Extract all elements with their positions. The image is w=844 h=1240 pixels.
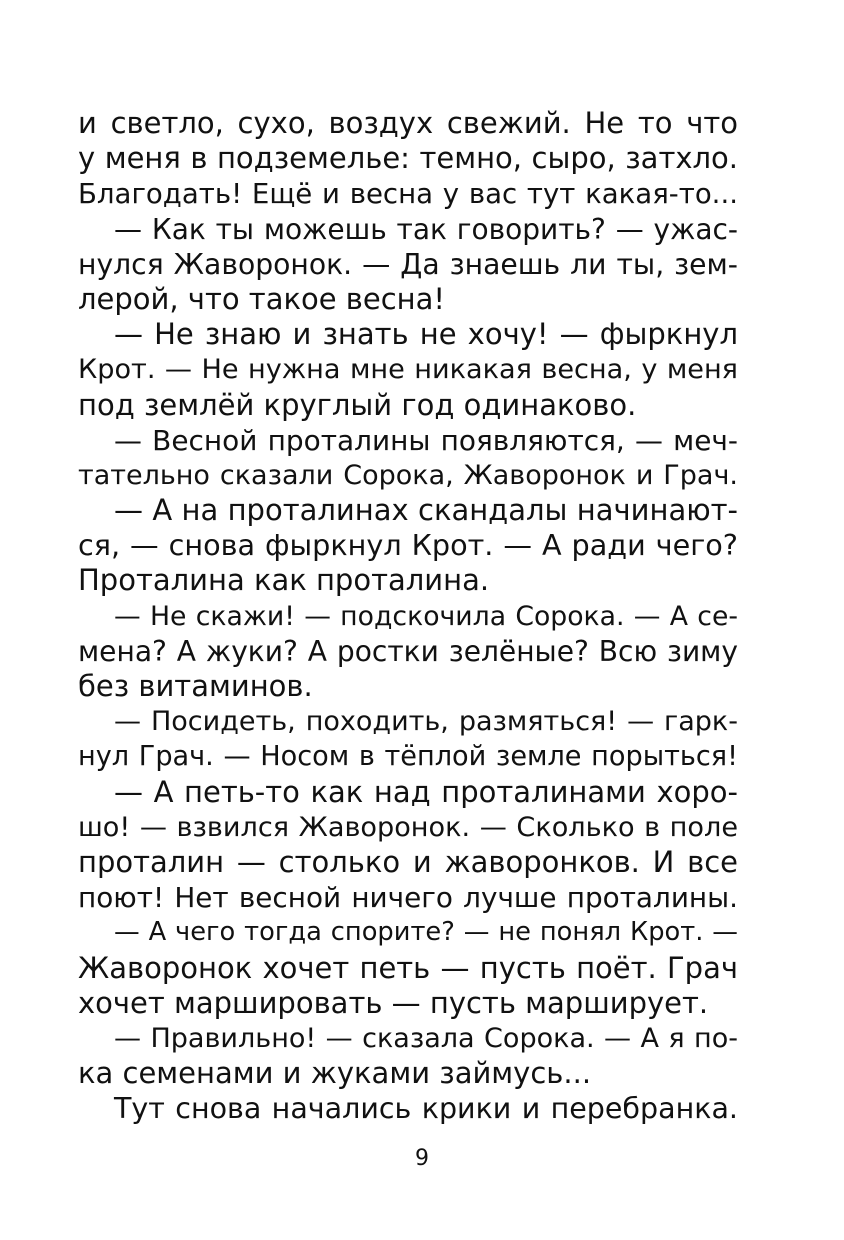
text-line: Проталина как проталина. <box>78 563 490 598</box>
text-line: — Как ты можешь так говорить? — ужас- <box>114 212 738 246</box>
text-line: — А на проталинах скандалы начинают- <box>114 493 738 528</box>
text-line: ся, — снова фыркнул Крот. — А ради чего? <box>78 528 738 563</box>
text-line: — Посидеть, походить, размяться! — гарк- <box>114 706 738 738</box>
text-line: — А чего тогда спорите? — не понял Крот. — <box>114 917 738 948</box>
text-line: шо! — взвился Жаворонок. — Сколько в поле <box>78 811 738 843</box>
text-line: ка семенами и жуками займусь... <box>78 1056 592 1091</box>
text-line: — Весной проталины появляются, — меч- <box>114 423 738 457</box>
text-line: Благодать! Ещё и весна у вас тут какая-то... <box>78 177 738 211</box>
text-line: Тут снова начались крики и перебранка. <box>114 1092 738 1126</box>
text-line: без витаминов. <box>78 669 313 703</box>
text-line: под землёй круглый год одинаково. <box>78 387 637 422</box>
body-text <box>78 106 738 1126</box>
text-line: хочет маршировать — пусть марширует. <box>78 985 709 1020</box>
text-line: мена? А жуки? А ростки зелёные? Всю зиму <box>78 634 738 668</box>
text-line: — А петь-то как над проталинами хоро- <box>114 774 738 809</box>
text-line: Крот. — Не нужна мне никакая весна, у меня <box>78 354 738 386</box>
text-line: нул Грач. — Носом в тёплой земле порыться! <box>78 741 738 773</box>
text-line: проталин — столько и жаворонков. И все <box>78 844 738 879</box>
text-line: и светло, сухо, воздух свежий. Не то что <box>78 106 738 140</box>
text-line: лерой, что такое весна! <box>78 281 446 316</box>
text-line: — Не знаю и знать не хочу! — фыркнул <box>114 317 738 352</box>
text-line: у меня в подземелье: темно, сыро, затхло. <box>78 141 738 176</box>
text-line: Жаворонок хочет петь — пусть поёт. Грач <box>78 950 738 985</box>
text-line: — Правильно! — сказала Сорока. — А я по- <box>114 1022 738 1054</box>
page-number: 9 <box>415 1146 429 1171</box>
text-line: тательно сказали Сорока, Жаворонок и Грач. <box>78 459 738 491</box>
text-line: нулся Жаворонок. — Да знаешь ли ты, зем- <box>78 247 738 281</box>
text-line: — Не скажи! — подскочила Сорока. — А се- <box>114 600 738 632</box>
text-line: поют! Нет весной ничего лучше проталины. <box>78 881 738 915</box>
